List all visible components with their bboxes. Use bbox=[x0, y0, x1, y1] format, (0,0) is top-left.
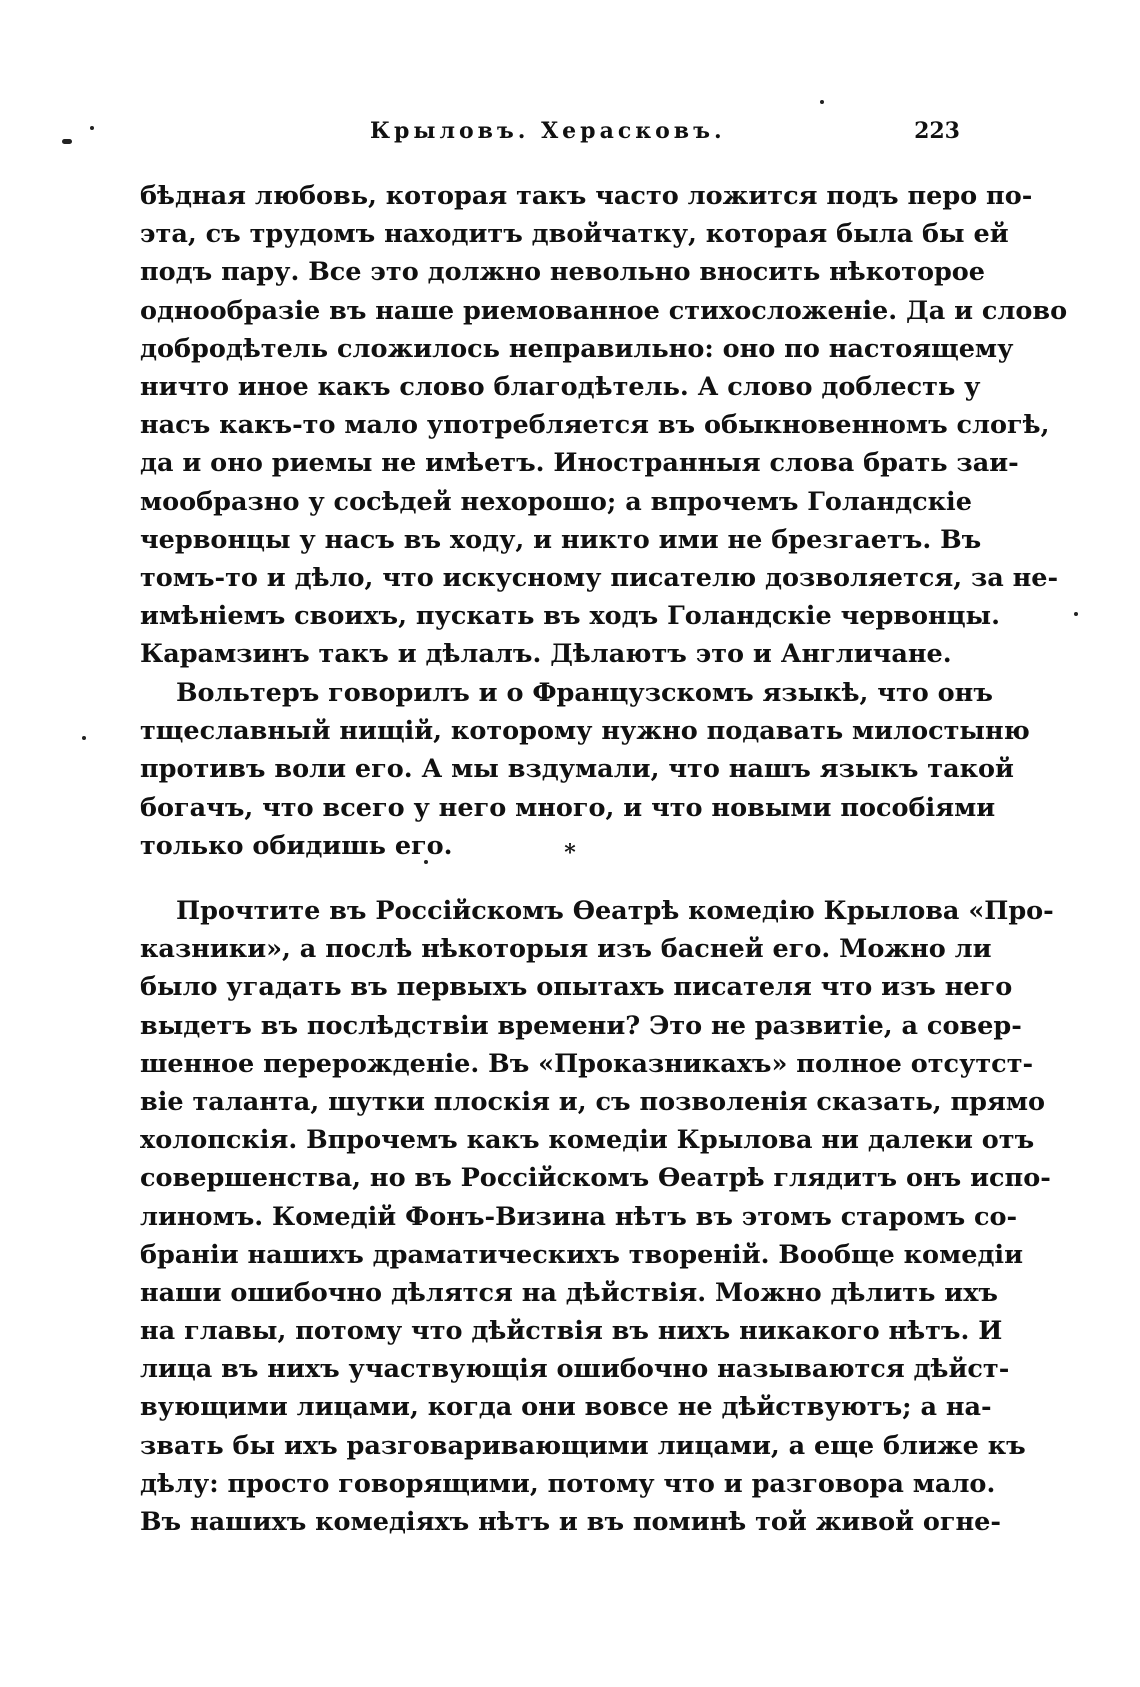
text-line: было угадать въ первыхъ опытахъ писателя что изъ него bbox=[140, 972, 1013, 1003]
page-number: 223 bbox=[914, 118, 960, 144]
text-line: Въ нашихъ комедіяхъ нѣтъ и въ поминѣ той живой огне- bbox=[140, 1507, 1001, 1537]
text-line: Прочтите въ Россійскомъ Ѳеатрѣ комедію Крылова «Про- bbox=[176, 896, 1054, 926]
text-line: выдетъ въ послѣдствіи времени? Это не развитіе, а совер- bbox=[140, 1010, 1022, 1041]
text-line: эта, съ трудомъ находитъ двойчатку, которая была бы ей bbox=[140, 219, 1009, 250]
text-line: подъ пару. Все это должно невольно вносить нѣкоторое bbox=[140, 257, 986, 288]
running-title: Крыловъ. Херасковъ. bbox=[370, 118, 726, 144]
text-line: бѣдная любовь, которая такъ часто ложится подъ перо по- bbox=[140, 181, 1033, 211]
text-line: линомъ. Комедій Фонъ-Визина нѣтъ въ этомъ старомъ со- bbox=[140, 1201, 1018, 1232]
paragraph-1 bbox=[140, 177, 1068, 673]
text-line: богачъ, что всего у него много, и что новыми пособіями bbox=[140, 792, 996, 823]
text-line: совершенства, но въ Россійскомъ Ѳеатрѣ глядитъ онъ испо- bbox=[140, 1163, 1051, 1194]
text-line: томъ-то и дѣло, что искусному писателю дозволяется, за не- bbox=[140, 562, 1059, 593]
text-line: наши ошибочно дѣлятся на дѣйствія. Можно дѣлить ихъ bbox=[140, 1277, 998, 1308]
text-line: ничто иное какъ слово благодѣтель. А слово доблесть у bbox=[140, 371, 981, 402]
text-line: добродѣтель сложилось неправильно: оно по настоящему bbox=[140, 333, 1014, 364]
text-line: Вольтеръ говорилъ и о Французскомъ языкѣ, что онъ bbox=[176, 678, 993, 708]
text-line: на главы, потому что дѣйствія въ нихъ никакого нѣтъ. И bbox=[140, 1316, 1003, 1347]
text-line: дѣлу: просто говорящими, потому что и разговора мало. bbox=[140, 1468, 996, 1499]
text-line: мообразно у сосѣдей нехорошо; а впрочемъ Голандскіе bbox=[140, 486, 972, 517]
section-separator: * bbox=[564, 840, 576, 866]
text-line: вующими лицами, когда они вовсе не дѣйствуютъ; а на- bbox=[140, 1392, 992, 1423]
paragraph-3 bbox=[140, 892, 1054, 1541]
text-line: только обидишь его. bbox=[140, 830, 453, 861]
text-line: браніи нашихъ драматическихъ твореній. Вообще комедіи bbox=[140, 1239, 1024, 1270]
text-line: тщеславный нищій, которому нужно подавать милостыню bbox=[140, 716, 1030, 747]
text-line: лица въ нихъ участвующія ошибочно называются дѣйст- bbox=[140, 1354, 1010, 1385]
running-head bbox=[140, 114, 960, 154]
text-line: насъ какъ-то мало употребляется въ обыкновенномъ слогѣ, bbox=[140, 410, 1050, 441]
text-line: холопскія. Впрочемъ какъ комедіи Крылова ни далеки отъ bbox=[140, 1125, 1035, 1156]
paragraph-2 bbox=[140, 674, 1030, 865]
scan-speck bbox=[90, 126, 94, 130]
text-line: віе таланта, шутки плоскія и, съ позволенія сказать, прямо bbox=[140, 1086, 1046, 1117]
text-line: Карамзинъ такъ и дѣлалъ. Дѣлаютъ это и Англичане. bbox=[140, 639, 952, 670]
scan-speck bbox=[1074, 612, 1078, 616]
text-line: да и оно риемы не имѣетъ. Иностранныя слова брать заи- bbox=[140, 448, 1019, 479]
text-line: червонцы у насъ въ ходу, и никто ими не брезгаетъ. Въ bbox=[140, 524, 982, 555]
scan-speck bbox=[82, 736, 86, 740]
text-line: казники», а послѣ нѣкоторыя изъ басней его. Можно ли bbox=[140, 934, 992, 965]
text-line: противъ воли его. А мы вздумали, что нашъ языкъ такой bbox=[140, 754, 1014, 785]
scan-speck bbox=[820, 100, 824, 104]
text-line: имѣніемъ своихъ, пускать въ ходъ Голандскіе червонцы. bbox=[140, 601, 1000, 632]
scan-speck bbox=[62, 139, 72, 144]
text-line: звать бы ихъ разговаривающими лицами, а еще ближе къ bbox=[140, 1430, 1026, 1461]
text-line: однообразіе въ наше риемованное стихосложеніе. Да и слово bbox=[140, 295, 1068, 326]
text-line: шенное перерожденіе. Въ «Проказникахъ» полное отсутст- bbox=[140, 1048, 1034, 1079]
